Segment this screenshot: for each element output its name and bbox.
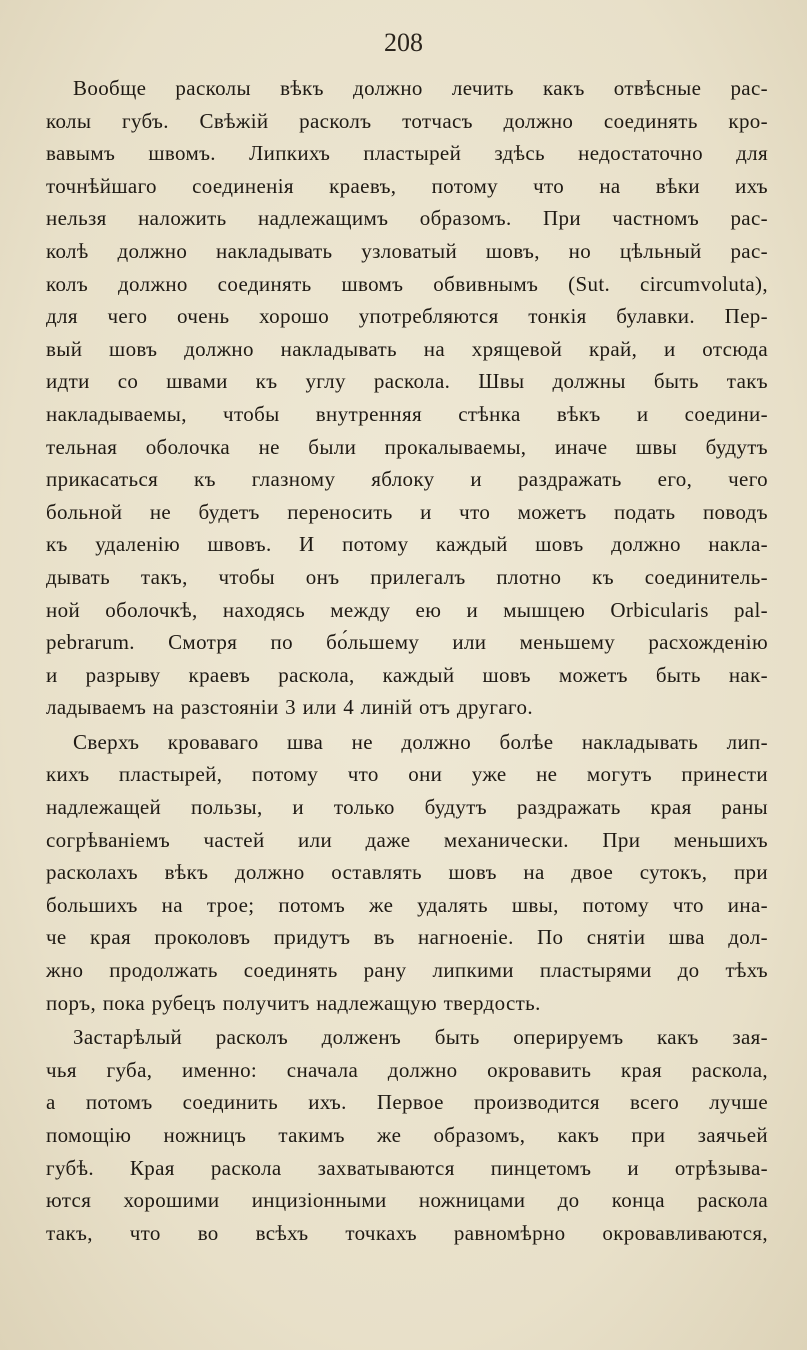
text-line: ладываемъ на разстояніи 3 или 4 линій отъ другаго. [46,695,533,720]
text-line: надлежащей пользы, и только будутъ раздражать края раны [46,795,768,820]
text-line: Сверхъ кроваваго шва не должно болѣе накладывать лип- [73,729,768,754]
paragraph-2 [46,726,768,1019]
text-line: колъ должно соединять швомъ обвивнымъ (Sut. circumvoluta), [46,271,768,296]
text-line: губѣ. Края раскола захватываются пинцетомъ и отрѣзыва- [46,1155,768,1180]
text-line: Вообще расколы вѣкъ должно лечить какъ отвѣсные рас- [73,76,768,100]
text-line: поръ, пока рубецъ получитъ надлежащую твердость. [46,990,541,1015]
paragraph-3 [46,1021,768,1249]
text-line: для чего очень хорошо употребляются тонкія булавки. Пер- [46,304,768,329]
body-text [46,72,768,1251]
text-line: ются хорошими инцизіонными ножницами до конца раскола [46,1188,768,1213]
text-line: дывать такъ, чтобы онъ прилегалъ плотно къ соединитель- [46,564,768,589]
page-number: 208 [384,28,423,57]
text-line: колы губъ. Свѣжій расколъ тотчасъ должно соединять кро- [46,108,768,133]
text-line: прикасаться къ глазному яблоку и раздражать его, чего [46,467,768,492]
text-line: жно продолжать соединять рану липкими пластырями до тѣхъ [46,958,768,983]
text-line: больной не будетъ переносить и что можетъ подать поводъ [46,499,768,524]
text-line: че края проколовъ придутъ въ нагноеніе. По снятіи шва дол- [46,925,768,950]
text-line: а потомъ соединить ихъ. Первое производится всего лучше [46,1090,768,1115]
text-line: расколахъ вѣкъ должно оставлять шовъ на двое сутокъ, при [46,860,768,885]
paragraph-1 [46,72,768,724]
text-line: вавымъ швомъ. Липкихъ пластырей здѣсь недостаточно для [46,141,768,166]
text-line: точнѣйшаго соединенія краевъ, потому что на вѣки ихъ [46,173,768,198]
text-line: такъ, что во всѣхъ точкахъ равномѣрно окровавливаются, [46,1220,768,1245]
text-line: колѣ должно накладывать узловатый шовъ, но цѣльный рас- [46,238,768,263]
text-line: чья губа, именно: сначала должно окровавить края раскола, [46,1057,768,1082]
text-line: pebrarum. Смотря по бо́льшему или меньшему расхожденію [46,630,768,655]
text-line: и разрыву краевъ раскола, каждый шовъ можетъ быть нак- [46,662,768,687]
text-line: согрѣваніемъ частей или даже механически. При меньшихъ [46,827,768,852]
text-line: къ удаленію швовъ. И потому каждый шовъ должно накла- [46,532,768,557]
text-line: накладываемы, чтобы внутренняя стѣнка вѣкъ и соедини- [46,401,768,426]
text-line: идти со швами къ углу раскола. Швы должны быть такъ [46,369,768,394]
text-line: ной оболочкѣ, находясь между ею и мышцею Orbicularis pal- [46,597,768,622]
text-line: кихъ пластырей, потому что они уже не могутъ принести [46,762,768,787]
text-line: помощію ножницъ такимъ же образомъ, какъ при заячьей [46,1123,768,1147]
text-line: Застарѣлый расколъ долженъ быть оперируемъ какъ зая- [73,1025,768,1050]
text-line: большихъ на трое; потомъ же удалять швы, потому что ина- [46,892,768,917]
text-line: нельзя наложить надлежащимъ образомъ. При частномъ рас- [46,206,768,231]
text-line: вый шовъ должно накладывать на хрящевой край, и отсюда [46,336,768,361]
text-line: тельная оболочка не были прокалываемы, иначе швы будутъ [46,434,768,459]
